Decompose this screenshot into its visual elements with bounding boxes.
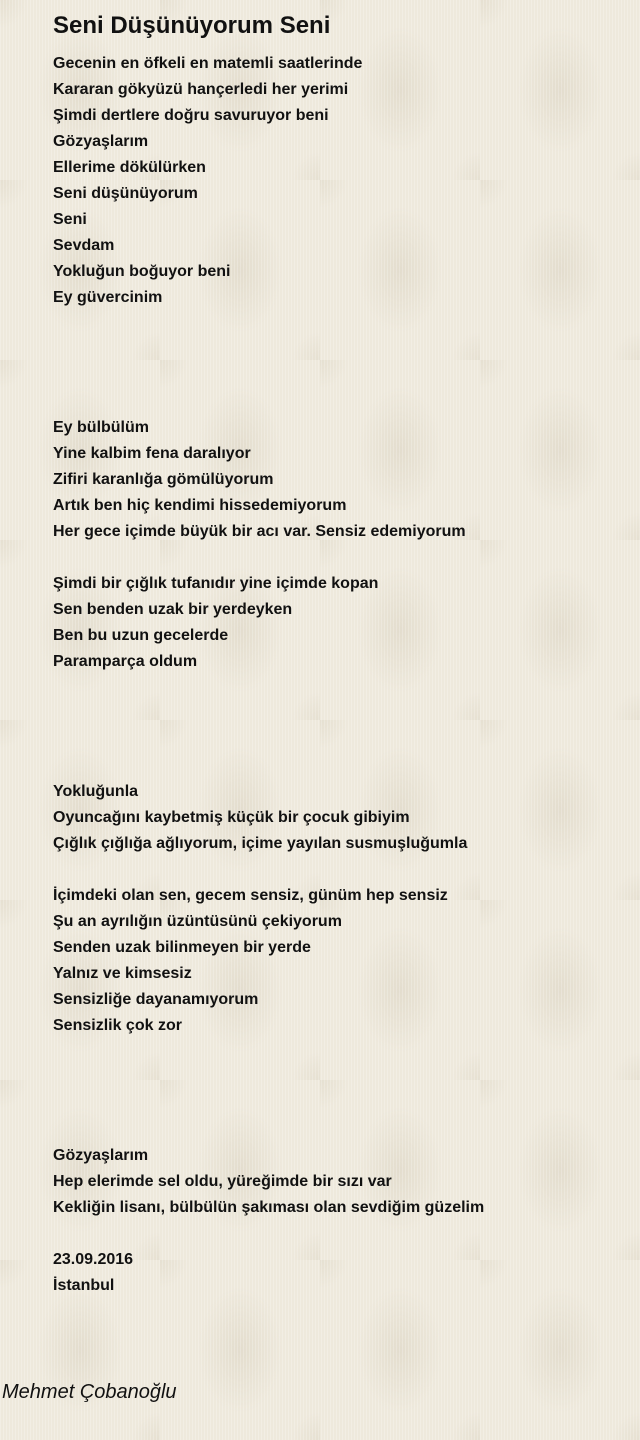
poem-blank-line <box>53 311 613 337</box>
poem-blank-line <box>53 1117 613 1143</box>
poem-blank-line <box>53 1221 613 1247</box>
poem-line: Oyuncağını kaybetmiş küçük bir çocuk gibiyim <box>53 809 410 826</box>
poem-line: Artık ben hiç kendimi hissedemiyorum <box>53 497 347 514</box>
poem-author: Mehmet Çobanoğlu <box>2 1381 177 1403</box>
poem-blank-line <box>53 1091 613 1117</box>
poem-blank-line <box>53 545 613 571</box>
poem-line: Seni <box>53 211 87 228</box>
poem-line: Şimdi bir çığlık tufanıdır yine içimde kopan <box>53 575 379 592</box>
poem-line: Gözyaşlarım <box>53 1147 149 1164</box>
poem-line: Gecenin en öfkeli en matemli saatlerinde <box>53 55 363 72</box>
poem-line: Ellerime dökülürken <box>53 159 206 176</box>
poem-line: Kararan gökyüzü hançerledi her yerimi <box>53 81 349 98</box>
poem-line: Senden uzak bilinmeyen bir yerde <box>53 939 311 956</box>
poem-line: Paramparça oldum <box>53 653 198 670</box>
poem-line: Kekliğin lisanı, bülbülün şakıması olan sevdiğim güzelim <box>53 1199 485 1216</box>
poem-line: Sensizlik çok zor <box>53 1017 182 1034</box>
poem-blank-line <box>53 753 613 779</box>
poem-line: Ben bu uzun gecelerde <box>53 627 229 644</box>
poem-line: Hep elerimde sel oldu, yüreğimde bir sızı var <box>53 1173 392 1190</box>
poem-blank-line <box>53 701 613 727</box>
poem-line: Her gece içimde büyük bir acı var. Sensiz edemiyorum <box>53 523 466 540</box>
poem-body <box>53 51 613 1299</box>
poem-line: Şimdi dertlere doğru savuruyor beni <box>53 107 329 124</box>
poem-line: Yokluğun boğuyor beni <box>53 263 231 280</box>
poem-line: İçimdeki olan sen, gecem sensiz, günüm hep sensiz <box>53 887 448 904</box>
poem-blank-line <box>53 1065 613 1091</box>
poem-line: Sevdam <box>53 237 115 254</box>
poem-title: Seni Düşünüyorum Seni <box>53 12 331 39</box>
poem-line: Yokluğunla <box>53 783 139 800</box>
poem-line: Çığlık çığlığa ağlıyorum, içime yayılan susmuşluğumla <box>53 835 468 852</box>
poem-line: Ey bülbülüm <box>53 419 149 436</box>
poem-line: İstanbul <box>53 1277 115 1294</box>
poem-blank-line <box>53 1039 613 1065</box>
poem-line: Ey güvercinim <box>53 289 163 306</box>
poem-blank-line <box>53 389 613 415</box>
poem-line: Yalnız ve kimsesiz <box>53 965 192 982</box>
poem-line: Zifiri karanlığa gömülüyorum <box>53 471 274 488</box>
poem-line: 23.09.2016 <box>53 1251 134 1268</box>
poem-blank-line <box>53 337 613 363</box>
poem-line: Seni düşünüyorum <box>53 185 198 202</box>
poem-line: Şu an ayrılığın üzüntüsünü çekiyorum <box>53 913 342 930</box>
poem-line: Sensizliğe dayanamıyorum <box>53 991 259 1008</box>
poem-blank-line <box>53 727 613 753</box>
poem-line: Gözyaşlarım <box>53 133 149 150</box>
poem-blank-line <box>53 857 613 883</box>
poem-line: Sen benden uzak bir yerdeyken <box>53 601 293 618</box>
poem-blank-line <box>53 675 613 701</box>
poem-line: Yine kalbim fena daralıyor <box>53 445 251 462</box>
poem-blank-line <box>53 363 613 389</box>
